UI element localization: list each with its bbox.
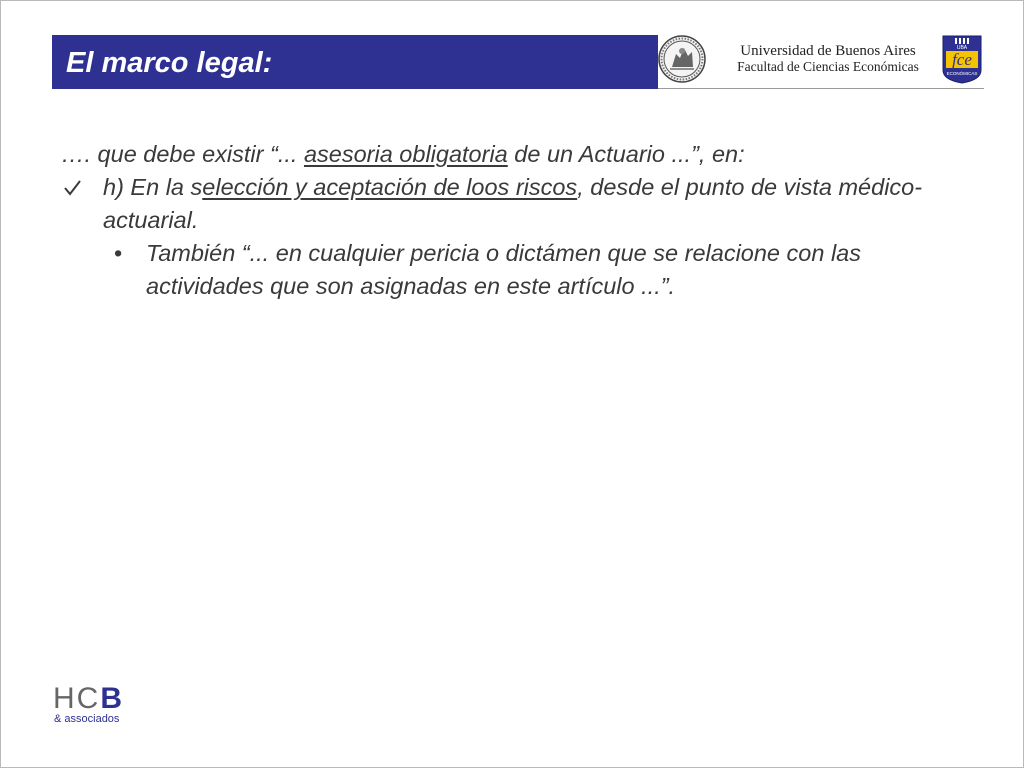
hcb-letters <box>53 684 122 714</box>
intro-line <box>61 138 981 171</box>
uba-seal-icon <box>658 34 706 84</box>
check-list-item <box>61 171 981 237</box>
fce-bottom-text: ECONÓMICAS <box>946 71 978 76</box>
fce-logo-icon <box>941 34 983 84</box>
hcb-letter-b: B <box>100 682 123 715</box>
check-prefix: h) En la s <box>103 174 203 200</box>
checkmark-icon <box>63 172 83 205</box>
title-bar <box>52 35 658 89</box>
intro-suffix: de un Actuario ...”, en: <box>507 141 745 167</box>
hcb-letters-hc: HC <box>53 682 101 715</box>
university-name <box>723 44 933 74</box>
fce-top-text: UBA <box>956 45 968 51</box>
university-line-2: Facultad de Ciencias Económicas <box>737 59 919 74</box>
hcb-subtitle: & associados <box>54 713 120 725</box>
check-suffix: , desde el punto de vista médico-actuarial. <box>103 174 923 233</box>
sub-bullet-item <box>114 237 981 303</box>
header-rule <box>658 88 984 89</box>
slide-content <box>61 138 981 303</box>
hcb-logo <box>53 684 143 728</box>
sub-bullet-text: También “... en cualquier pericia o dictámen que se relacione con las actividades que son asignadas en este artículo ...”. <box>146 240 861 299</box>
intro-prefix: …. que debe existir “... <box>61 141 304 167</box>
bullet-dot: • <box>114 240 123 266</box>
check-underlined: elección y aceptación de loos riscos <box>202 174 578 200</box>
university-line-1: Universidad de Buenos Aires <box>740 43 916 59</box>
intro-underlined: asesoria obligatoria <box>303 141 508 167</box>
slide-title: El marco legal: <box>66 47 273 79</box>
fce-text: fce <box>952 50 972 69</box>
